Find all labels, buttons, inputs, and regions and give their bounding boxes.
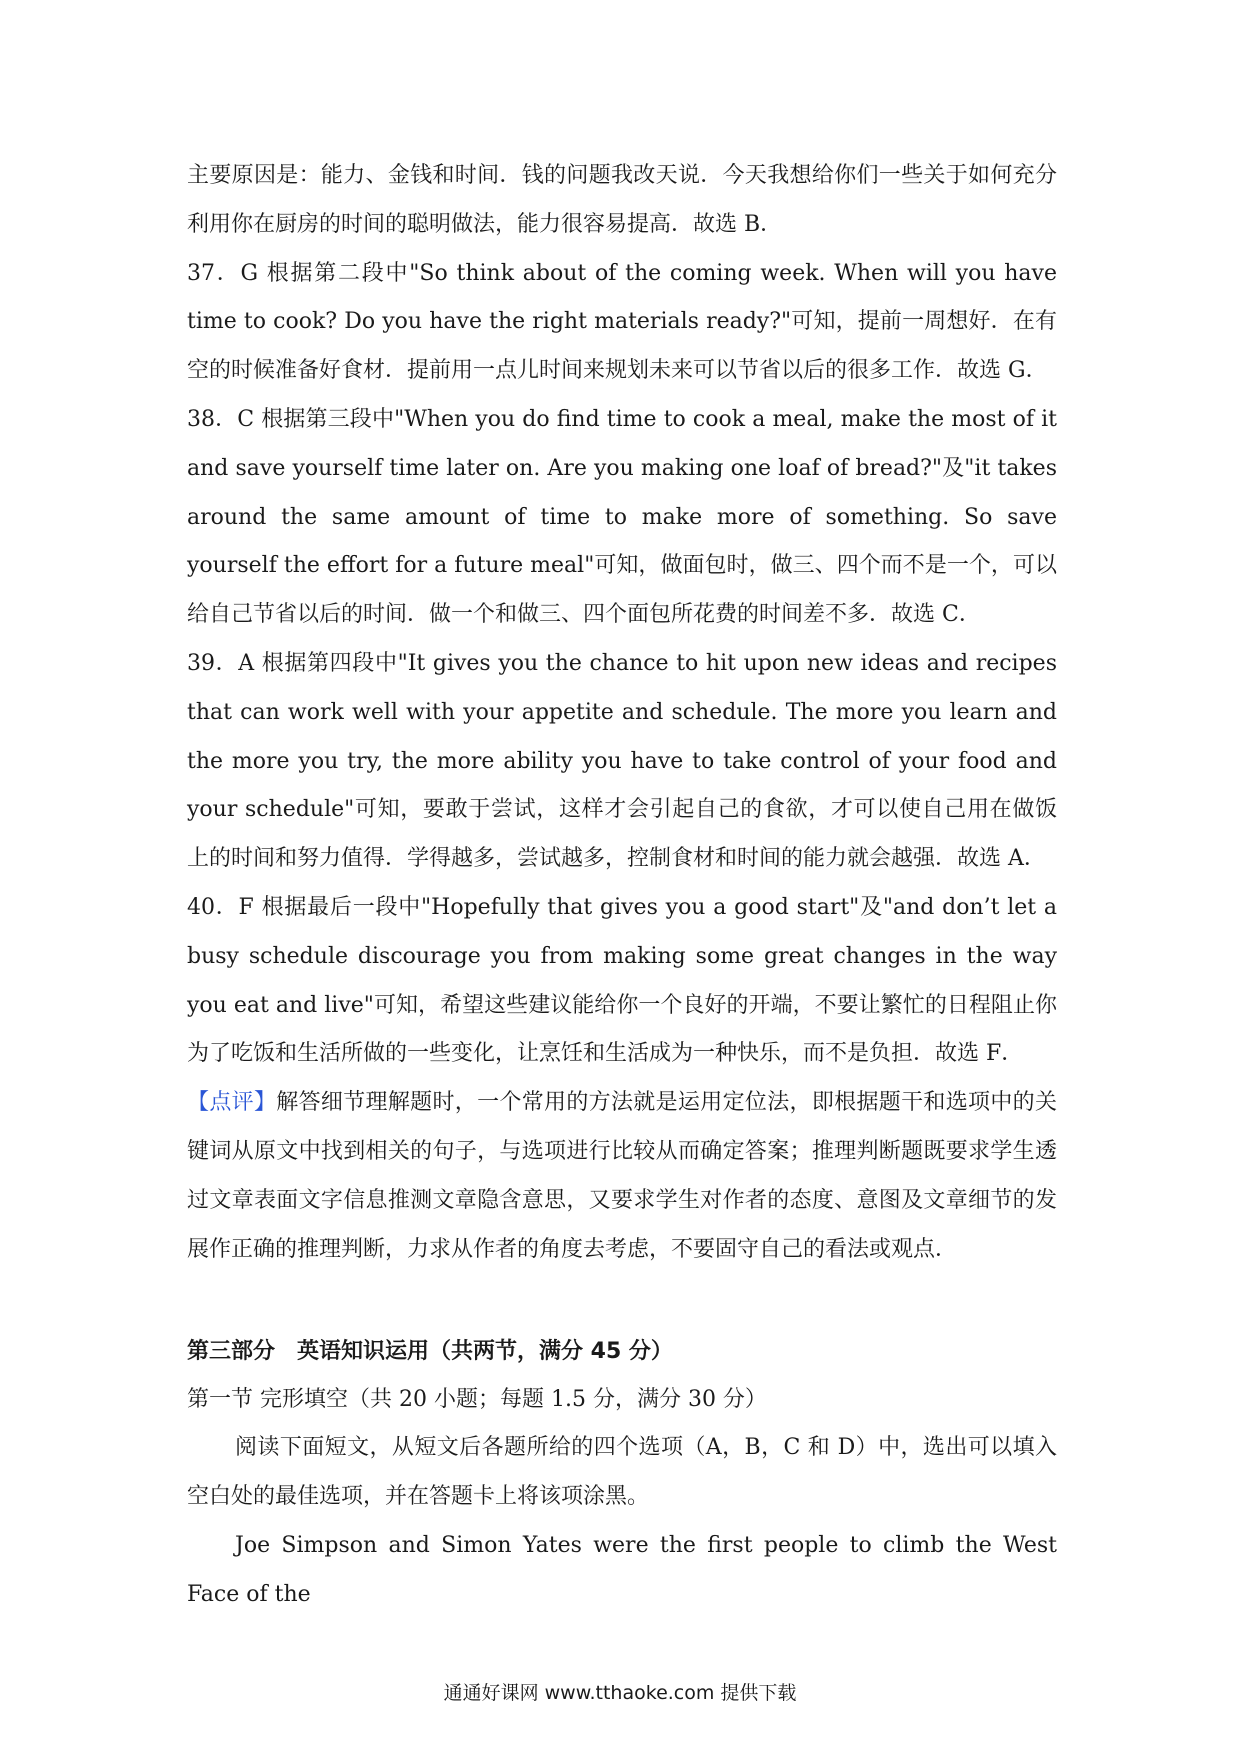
- instruction-paragraph: 阅读下面短文，从短文后各题所给的四个选项（A，B，C 和 D）中，选出可以填入空白处的最佳选项，并在答题卡上将该项涂黑。: [187, 1435, 1057, 1510]
- answer-37: 37．G 根据第二段中"So think about of the coming week. When will you have time to cook? Do you have the right materials ready?"可知，提前一周想好．在有空的时候准备好食材．提前用一点儿时间来规划未来可以节省以后的很多工作．故选 G．: [187, 260, 1057, 384]
- passage-start: Joe Simpson and Simon Yates were the first people to climb the West Face of the: [187, 1532, 1057, 1607]
- document-page: [187, 152, 1057, 1620]
- subsection-heading: 第一节 完形填空（共 20 小题；每题 1.5 分，满分 30 分）: [187, 1387, 767, 1413]
- comment-label: 【点评】: [187, 1090, 277, 1116]
- section-heading: 第三部分 英语知识运用（共两节，满分 45 分）: [187, 1339, 673, 1365]
- answer-40: 40．F 根据最后一段中"Hopefully that gives you a good start"及"and don’t let a busy schedule discourage you from making some great changes in the way you eat and live"可知，希望这些建议能给你一个良好的开端，不要让繁忙的日程阻止你为了吃饭和生活所做的一些变化，让烹饪和生活成为一种快乐，而不是负担．故选 F．: [187, 894, 1057, 1067]
- comment-paragraph: [187, 1079, 1057, 1274]
- intro-paragraph: 主要原因是：能力、金钱和时间．钱的问题我改天说．今天我想给你们一些关于如何充分利用你在厨房的时间的聪明做法，能力很容易提高．故选 B．: [187, 163, 1057, 237]
- answer-38: 38．C 根据第三段中"When you do find time to cook a meal, make the most of it and save yourself time later on. Are you making one loaf of bread?"及"it takes around the same amount of time to make more of something. So save yourself the effort for a future meal"可知，做面包时，做三、四个而不是一个，可以给自己节省以后的时间．做一个和做三、四个面包所花费的时间差不多．故选 C．: [187, 406, 1057, 628]
- page-footer: 通通好课网 www.tthaoke.com 提供下载: [443, 1682, 797, 1704]
- comment-text: 解答细节理解题时，一个常用的方法就是运用定位法，即根据题干和选项中的关键词从原文中找到相关的句子，与选项进行比较从而确定答案；推理判断题既要求学生透过文章表面文字信息推测文章隐含意思，又要求学生对作者的态度、意图及文章细节的发展作正确的推理判断，力求从作者的角度去考虑，不要固守自己的看法或观点．: [187, 1090, 1057, 1262]
- answer-39: 39．A 根据第四段中"It gives you the chance to hit upon new ideas and recipes that can work well with your appetite and schedule. The more you learn and the more you try, the more ability you have to take control of your food and your schedule"可知，要敢于尝试，这样才会引起自己的食欲，才可以使自己用在做饭上的时间和努力值得．学得越多，尝试越多，控制食材和时间的能力就会越强．故选 A．: [187, 650, 1057, 872]
